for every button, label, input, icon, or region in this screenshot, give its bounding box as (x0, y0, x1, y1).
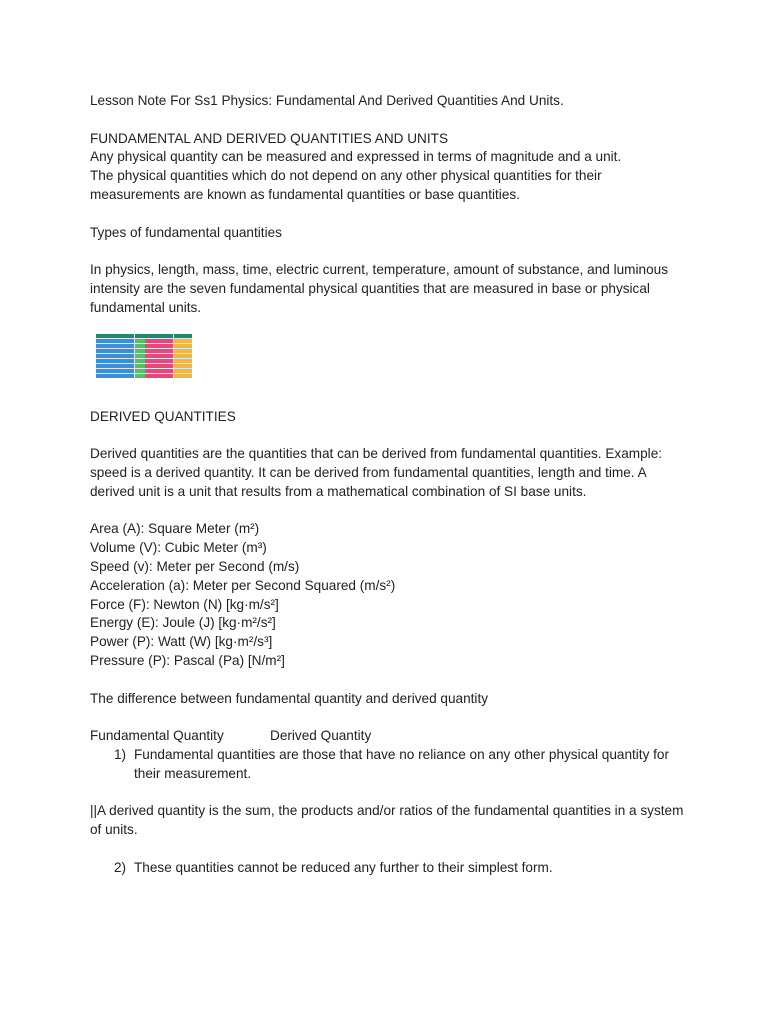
item-number: 1) (114, 746, 127, 762)
item-text: Fundamental quantities are those that have no reliance on any other physical quantity for their measurement. (134, 746, 670, 781)
spacer (90, 111, 690, 130)
section-heading-derived: DERIVED QUANTITIES (90, 408, 236, 424)
spacer (90, 502, 690, 521)
list-item: Volume (V): Cubic Meter (m³) (90, 540, 267, 556)
list-item: Power (P): Watt (W) [kg·m²/s³] (90, 634, 273, 650)
fundamental-column-heading: Fundamental Quantity (90, 728, 224, 744)
spacer (90, 242, 690, 261)
document-page (90, 92, 690, 877)
spacer (90, 426, 690, 445)
derived-column-heading: Derived Quantity (270, 728, 372, 744)
fundamental-definition: The physical quantities which do not depend on any other physical quantities for their measurements are known as fundamental quantities or base quantities. (90, 168, 602, 202)
spacer (90, 396, 690, 408)
derived-units-list (90, 520, 690, 670)
item-text: These quantities cannot be reduced any further to their simplest form. (134, 859, 553, 875)
item-number: 2) (114, 859, 127, 875)
list-item: Force (F): Newton (N) [kg·m/s²] (90, 596, 279, 612)
comparison-headings (90, 727, 690, 746)
derived-definition: Derived quantities are the quantities that can be derived from fundamental quantities. Example: speed is a derived quantity. It can be derived from fundamental quantities, length and time. A derived unit is a unit that results from a mathematical combination of SI base units. (90, 446, 663, 499)
list-item: Pressure (P): Pascal (Pa) [N/m²] (90, 652, 285, 668)
numbered-item-1 (114, 746, 690, 784)
list-item: Energy (E): Joule (J) [kg·m²/s²] (90, 615, 276, 631)
spacer (90, 671, 690, 690)
list-item: Speed (v): Meter per Second (m/s) (90, 558, 300, 574)
seven-quantities-paragraph: In physics, length, mass, time, electric current, temperature, amount of substance, and luminous intensity are the seven fundamental physical quantities that are measured in base or physical fundamental units. (90, 262, 669, 315)
list-item: Acceleration (a): Meter per Second Squared (m/s²) (90, 577, 396, 593)
fundamental-quantities-table-image (90, 318, 690, 396)
types-heading: Types of fundamental quantities (90, 224, 282, 240)
spacer (90, 708, 690, 727)
section-heading-fundamental: FUNDAMENTAL AND DERIVED QUANTITIES AND UNITS (90, 130, 449, 146)
spacer (90, 840, 690, 859)
list-item: Area (A): Square Meter (m²) (90, 521, 260, 537)
derived-quantity-definition: ||A derived quantity is the sum, the products and/or ratios of the fundamental quantities in a system of units. (90, 803, 684, 838)
table-thumbnail (96, 334, 192, 375)
difference-heading: The difference between fundamental quantity and derived quantity (90, 690, 489, 706)
numbered-item-2 (114, 859, 690, 878)
intro-sentence: Any physical quantity can be measured and expressed in terms of magnitude and a unit. (90, 149, 622, 165)
spacer (90, 205, 690, 224)
spacer (90, 784, 690, 803)
document-title: Lesson Note For Ss1 Physics: Fundamental And Derived Quantities And Units. (90, 93, 564, 108)
